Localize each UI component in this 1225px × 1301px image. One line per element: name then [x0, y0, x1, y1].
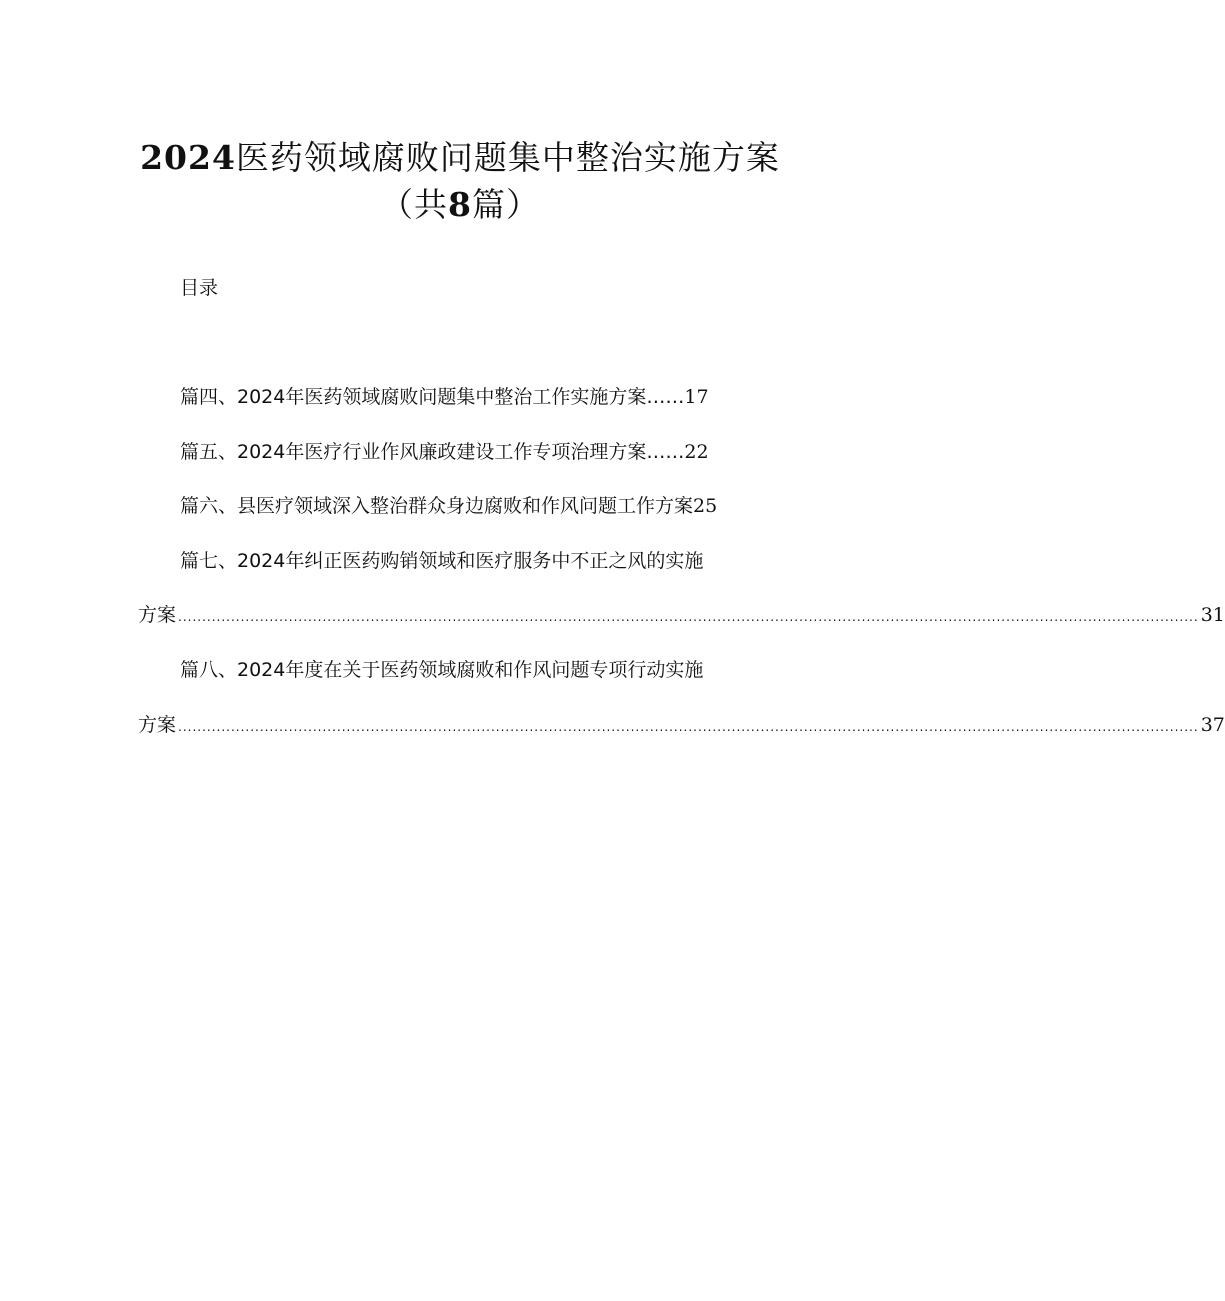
toc-entry-4[interactable]: [180, 383, 709, 411]
title-text: 医药领域腐败问题集中整治实施方案: [235, 138, 780, 177]
toc-entry-leader: ……: [646, 386, 685, 408]
toc-entry-text: 篇五、2024年医疗行业作风廉政建设工作专项治理方案: [180, 441, 647, 463]
toc-entry-page: 17: [684, 386, 709, 408]
toc-heading: 目录: [180, 277, 219, 299]
subtitle-open: （共: [380, 185, 449, 224]
document-subtitle: [0, 183, 920, 227]
toc-entry-leader: ……: [646, 441, 685, 463]
toc-entry-text: 篇四、2024年医药领域腐败问题集中整治工作实施方案: [180, 386, 647, 408]
toc-entry-dot-leader: ....................................................................................................................................................................................................................: [178, 610, 1199, 624]
toc-entry-7-cont[interactable]: [138, 601, 1225, 631]
document-title: [0, 136, 920, 180]
toc-entry-page: 31: [1200, 604, 1225, 626]
toc-entry-text: 篇六、县医疗领域深入整治群众身边腐败和作风问题工作方案: [180, 495, 694, 517]
toc-entry-cont-text: 方案: [138, 714, 177, 736]
toc-entry-8-cont[interactable]: [138, 711, 1225, 741]
toc-entry-page: 22: [684, 441, 709, 463]
toc-entry-5[interactable]: [180, 438, 709, 466]
toc-entry-page: 25: [693, 495, 718, 517]
toc-entry-text: 篇七、2024年纠正医药购销领域和医疗服务中不正之风的实施: [180, 550, 704, 572]
toc-entry-text: 篇八、2024年度在关于医药领域腐败和作风问题专项行动实施: [180, 659, 704, 681]
title-year: 2024: [140, 138, 236, 177]
toc-entry-7[interactable]: [180, 547, 703, 575]
subtitle-count: 8: [448, 185, 472, 224]
toc-entry-cont-text: 方案: [138, 604, 177, 626]
subtitle-close: 篇）: [471, 185, 540, 224]
toc-entry-6[interactable]: [180, 492, 717, 520]
toc-entry-page: 37: [1200, 714, 1225, 736]
toc-entry-dot-leader: ....................................................................................................................................................................................................................: [178, 720, 1199, 734]
toc-entry-8[interactable]: [180, 656, 703, 684]
